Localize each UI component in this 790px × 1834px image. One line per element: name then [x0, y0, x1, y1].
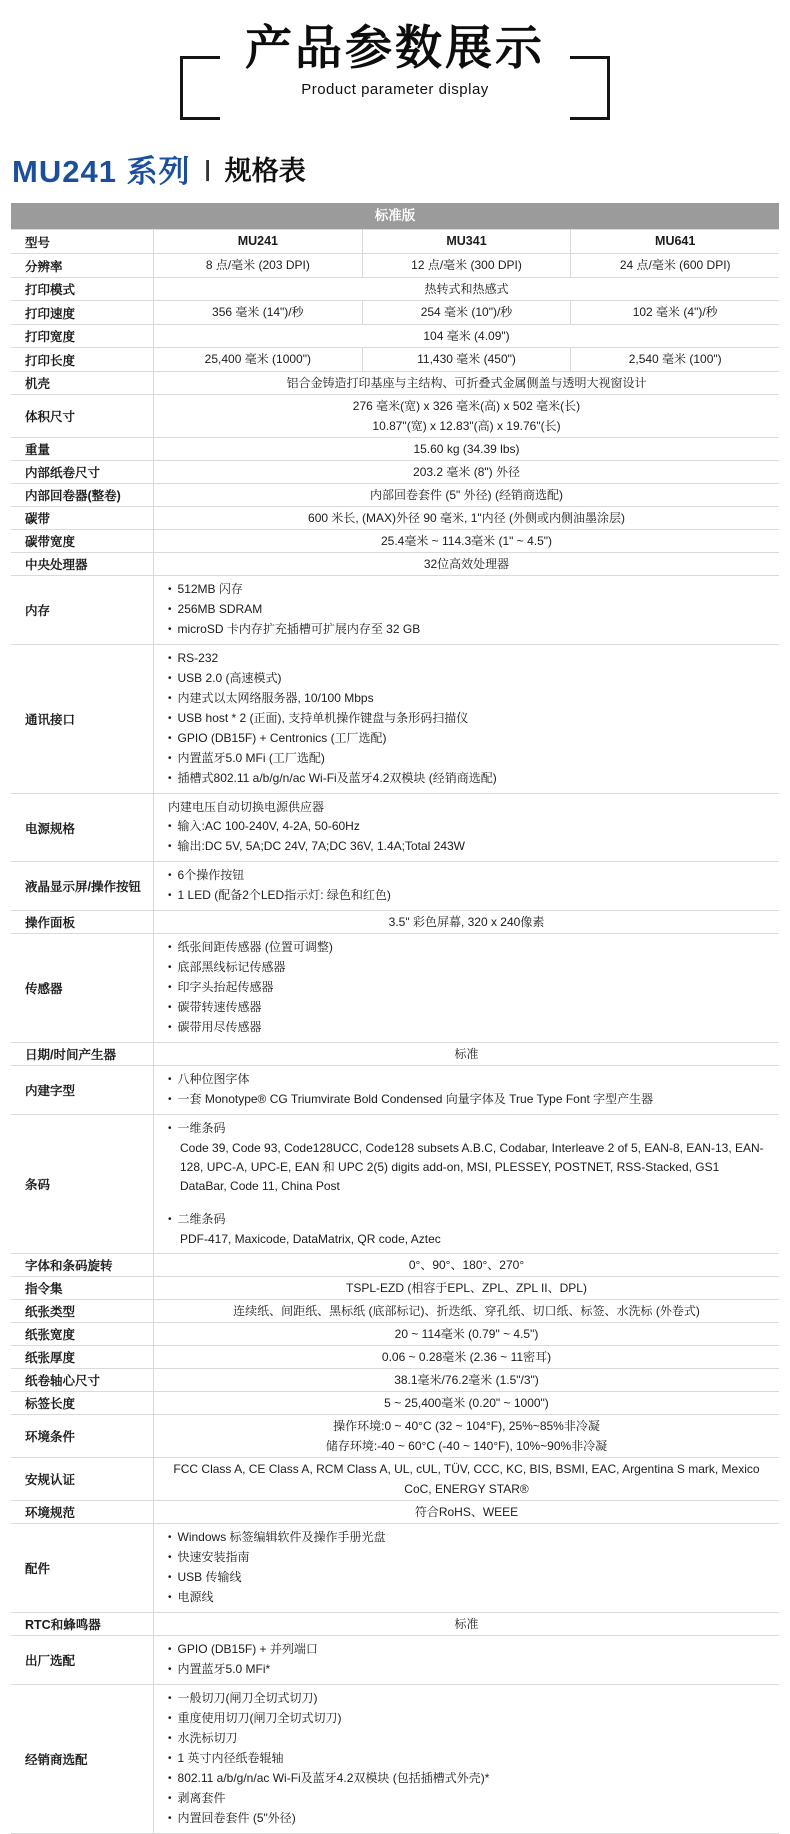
bullet-item: • 一套 Monotype® CG Triumvirate Bold Condensed 向量字体及 True Type Font 字型产生器 — [168, 1090, 769, 1110]
row-values — [154, 1346, 779, 1368]
page-title: 产品参数展示 — [245, 21, 545, 74]
value-cell: MU641 — [570, 230, 779, 253]
row-label: 内部纸卷尺寸 — [11, 461, 154, 483]
table-row — [11, 1065, 779, 1114]
bullet-item: • 内置回卷套件 (5"外径) — [168, 1809, 769, 1829]
row-values — [154, 1300, 779, 1322]
value-line: 25.4毫米 ~ 114.3毫米 (1" ~ 4.5") — [380, 534, 553, 549]
table-row — [11, 1500, 779, 1523]
row-label: 重量 — [11, 438, 154, 460]
table-row — [11, 793, 779, 861]
value-line: 标准 — [454, 1617, 479, 1632]
value-line: 内部回卷套件 (5" 外径) (经销商选配) — [370, 488, 563, 503]
bullet-item: • 802.11 a/b/g/n/ac Wi-Fi及蓝牙4.2双模块 (包括插槽式外壳)* — [168, 1769, 769, 1789]
row-label: 出厂选配 — [11, 1636, 154, 1684]
table-row — [11, 1523, 779, 1612]
row-label: 配件 — [11, 1524, 154, 1612]
bullet-item: • USB host * 2 (正面), 支持单机操作键盘与条形码扫描仪 — [168, 709, 769, 729]
value-cell: 11,430 毫米 (450") — [362, 348, 571, 371]
row-label: 打印速度 — [11, 301, 154, 324]
bullet-item: • 碳带用尽传感器 — [168, 1018, 769, 1038]
row-label: 纸张类型 — [11, 1300, 154, 1322]
bracket-right-decoration — [570, 56, 610, 120]
row-label: 安规认证 — [11, 1458, 154, 1500]
table-row — [11, 1368, 779, 1391]
row-label: 指令集 — [11, 1277, 154, 1299]
bullet-item: • 电源线 — [168, 1588, 769, 1608]
value-line: 104 毫米 (4.09") — [423, 329, 510, 344]
row-values — [154, 1458, 779, 1500]
bullet-item: • 输出:DC 5V, 5A;DC 24V, 7A;DC 36V, 1.4A;Total 243W — [168, 837, 769, 857]
row-label: 机壳 — [11, 372, 154, 394]
table-row — [11, 394, 779, 437]
table-banner: 标准版 — [11, 203, 779, 229]
bullet-item: • 插槽式802.11 a/b/g/n/ac Wi-Fi及蓝牙4.2双模块 (经销商选配) — [168, 769, 769, 789]
table-row — [11, 1457, 779, 1500]
value-line: 操作环境:0 ~ 40°C (32 ~ 104°F), 25%~85%非冷凝 — [333, 1419, 600, 1434]
row-values — [154, 530, 779, 552]
bullet-item: • 印字头抬起传感器 — [168, 978, 769, 998]
bullet-item: • 八种位图字体 — [168, 1070, 769, 1090]
row-values — [154, 1277, 779, 1299]
row-label: 内部回卷器(整卷) — [11, 484, 154, 506]
value-cell: 12 点/毫米 (300 DPI) — [362, 254, 571, 277]
row-label: 字体和条码旋转 — [11, 1254, 154, 1276]
bullet-item: • 512MB 闪存 — [168, 580, 769, 600]
row-label: 环境条件 — [11, 1415, 154, 1457]
table-row — [11, 529, 779, 552]
row-values — [154, 325, 779, 347]
bullet-item: • 内建式以太网络服务器, 10/100 Mbps — [168, 689, 769, 709]
table-row — [11, 506, 779, 529]
bullet-item: • GPIO (DB15F) + 并列端口 — [168, 1640, 769, 1660]
table-row — [11, 910, 779, 933]
value-line: 38.1毫米/76.2毫米 (1.5"/3") — [394, 1373, 539, 1388]
bullet-item: • USB 2.0 (高速模式) — [168, 669, 769, 689]
value-cell: 24 点/毫米 (600 DPI) — [570, 254, 779, 277]
value-line: 15.60 kg (34.39 lbs) — [413, 442, 520, 457]
row-label: 内存 — [11, 576, 154, 644]
table-row — [11, 1684, 779, 1833]
row-label: 型号 — [11, 230, 154, 253]
row-label: 打印长度 — [11, 348, 154, 371]
table-row — [11, 1299, 779, 1322]
value-line: 20 ~ 114毫米 (0.79" ~ 4.5") — [394, 1327, 539, 1342]
text-item: Code 39, Code 93, Code128UCC, Code128 subsets A.B.C, Codabar, Interleave 2 of 5, EAN-8, EAN-13, EAN-128, UPC-A, UPC-E, EAN 和 UPC 2(5) digits add-on, MSI, PLESSEY, POSTNET, RSS-Stacked, GS1 DataBar, Code 11, China Post — [180, 1141, 764, 1194]
row-label: 通讯接口 — [11, 645, 154, 793]
bullet-item: • 1 英寸内径纸卷辊轴 — [168, 1749, 769, 1769]
table-row — [11, 300, 779, 324]
table-row — [11, 460, 779, 483]
row-label: 操作面板 — [11, 911, 154, 933]
row-values — [154, 645, 779, 793]
bullet-item: • 输入:AC 100-240V, 4-2A, 50-60Hz — [168, 817, 769, 837]
table-row — [11, 1635, 779, 1684]
table-row — [11, 1612, 779, 1635]
row-values — [154, 1043, 779, 1065]
bullet-item: • 碳带转速传感器 — [168, 998, 769, 1018]
table-row — [11, 371, 779, 394]
row-values — [154, 862, 779, 910]
bullet-item: • 256MB SDRAM — [168, 600, 769, 620]
value-line: 10.87"(宽) x 12.83"(高) x 19.76"(长) — [372, 419, 561, 434]
spec-table-body — [11, 229, 779, 1833]
value-line: 标准 — [454, 1047, 479, 1062]
row-label: 液晶显示屏/操作按钮 — [11, 862, 154, 910]
bullet-item: • USB 传输线 — [168, 1568, 769, 1588]
bullet-item: • 纸张间距传感器 (位置可调整) — [168, 938, 769, 958]
row-label: 标签长度 — [11, 1392, 154, 1414]
table-row — [11, 277, 779, 300]
page-header — [180, 14, 610, 104]
row-values — [154, 1066, 779, 1114]
row-values — [154, 934, 779, 1042]
table-row — [11, 1414, 779, 1457]
value-line: 32位高效处理器 — [423, 557, 510, 572]
row-label: RTC和蜂鸣器 — [11, 1613, 154, 1635]
table-row — [11, 324, 779, 347]
row-values — [154, 553, 779, 575]
row-values — [154, 576, 779, 644]
row-label: 条码 — [11, 1115, 154, 1253]
value-line: 3.5" 彩色屏幕, 320 x 240像素 — [388, 915, 545, 930]
row-values — [154, 1323, 779, 1345]
table-row — [11, 1276, 779, 1299]
row-values — [154, 395, 779, 437]
bracket-left-decoration — [180, 56, 220, 120]
value-line: 203.2 毫米 (8") 外径 — [413, 465, 520, 480]
bullet-item: • Windows 标签编辑软件及操作手册光盘 — [168, 1528, 769, 1548]
table-row — [11, 483, 779, 506]
value-cell: 8 点/毫米 (203 DPI) — [205, 258, 310, 273]
row-label: 打印宽度 — [11, 325, 154, 347]
row-label: 电源规格 — [11, 794, 154, 861]
value-line: TSPL-EZD (相容于EPL、ZPL、ZPL II、DPL) — [346, 1281, 587, 1296]
value-cell: 2,540 毫米 (100") — [570, 348, 779, 371]
bullet-item: • 重度使用切刀(闸刀全切式切刀) — [168, 1709, 769, 1729]
row-values — [154, 1636, 779, 1684]
bullet-item: • 一维条码 — [168, 1119, 769, 1139]
value-cell: 356 毫米 (14")/秒 — [212, 305, 304, 320]
table-row — [11, 1391, 779, 1414]
bullet-item: • microSD 卡内存扩充插槽可扩展内存至 32 GB — [168, 620, 769, 640]
row-values — [154, 438, 779, 460]
row-label: 纸卷轴心尺寸 — [11, 1369, 154, 1391]
bullet-item: • 二维条码 — [168, 1210, 769, 1230]
value-cell: MU241 — [237, 234, 278, 249]
value-line: 热转式和热感式 — [424, 282, 509, 297]
table-row — [11, 1322, 779, 1345]
row-label: 碳带 — [11, 507, 154, 529]
row-label: 纸张宽度 — [11, 1323, 154, 1345]
spec-table — [11, 203, 779, 1834]
row-label: 环境规范 — [11, 1501, 154, 1523]
row-values — [154, 461, 779, 483]
value-cell: 25,400 毫米 (1000") — [204, 352, 311, 367]
row-values — [154, 348, 779, 371]
value-cell: 254 毫米 (10")/秒 — [362, 301, 571, 324]
row-values — [154, 484, 779, 506]
row-values — [154, 911, 779, 933]
row-label: 日期/时间产生器 — [11, 1043, 154, 1065]
table-row — [11, 933, 779, 1042]
row-values — [154, 1501, 779, 1523]
value-line: 铝合金铸造打印基座与主结构、可折叠式金属侧盖与透明大视窗设计 — [286, 376, 647, 391]
value-line: FCC Class A, CE Class A, RCM Class A, UL, cUL, TÜV, CCC, KC, BIS, BSMI, EAC, Argentina S mark, Mexico CoC, ENERGY STAR® — [173, 1462, 760, 1497]
row-values — [154, 1685, 779, 1833]
table-row — [11, 1345, 779, 1368]
page-subtitle: Product parameter display — [301, 81, 489, 99]
value-cell: 102 毫米 (4")/秒 — [570, 301, 779, 324]
bullet-item: • 一般切刀(闸刀全切式切刀) — [168, 1689, 769, 1709]
row-values — [154, 1524, 779, 1612]
row-label: 碳带宽度 — [11, 530, 154, 552]
bullet-item: • 底部黑线标记传感器 — [168, 958, 769, 978]
value-line: 连续纸、间距纸、黑标纸 (底部标记)、折迭纸、穿孔纸、切口纸、标签、水洗标 (外卷式) — [233, 1304, 700, 1319]
row-values — [154, 794, 779, 861]
row-values — [154, 1115, 779, 1253]
row-values — [154, 301, 779, 324]
series-heading — [12, 146, 790, 191]
table-row — [11, 575, 779, 644]
table-row — [11, 437, 779, 460]
row-values — [154, 230, 779, 253]
row-label: 纸张厚度 — [11, 1346, 154, 1368]
row-values — [154, 254, 779, 277]
series-divider: | — [204, 155, 211, 181]
bullet-item: • 1 LED (配备2个LED指示灯: 绿色和红色) — [168, 886, 769, 906]
row-values — [154, 372, 779, 394]
bullet-item: • GPIO (DB15F) + Centronics (工厂选配) — [168, 729, 769, 749]
table-row — [11, 253, 779, 277]
table-row — [11, 644, 779, 793]
row-label: 内建字型 — [11, 1066, 154, 1114]
sheet-name: 规格表 — [224, 156, 306, 187]
table-row — [11, 1114, 779, 1253]
row-values — [154, 1254, 779, 1276]
value-line: 276 毫米(宽) x 326 毫米(高) x 502 毫米(长) — [352, 399, 581, 414]
text-item: PDF-417, Maxicode, DataMatrix, QR code, Aztec — [180, 1232, 441, 1247]
row-label: 分辨率 — [11, 254, 154, 277]
value-line: 储存环境:-40 ~ 60°C (-40 ~ 140°F), 10%~90%非冷凝 — [325, 1439, 608, 1454]
table-row — [11, 1042, 779, 1065]
row-values — [154, 1613, 779, 1635]
row-values — [154, 1415, 779, 1457]
table-row — [11, 861, 779, 910]
table-row — [11, 229, 779, 253]
row-label: 经销商选配 — [11, 1685, 154, 1833]
row-label: 中央处理器 — [11, 553, 154, 575]
row-values — [154, 1369, 779, 1391]
row-label: 打印模式 — [11, 278, 154, 300]
value-line: 符合RoHS、WEEE — [414, 1505, 519, 1520]
value-line: 0.06 ~ 0.28毫米 (2.36 ~ 11密耳) — [381, 1350, 552, 1365]
bullet-item: • 剥离套件 — [168, 1789, 769, 1809]
bullet-item: • RS-232 — [168, 649, 769, 669]
row-values — [154, 1392, 779, 1414]
bullet-item: • 快速安装指南 — [168, 1548, 769, 1568]
series-name: MU241 系列 — [12, 154, 191, 190]
value-line: 0°、90°、180°、270° — [408, 1258, 525, 1273]
value-line: 5 ~ 25,400毫米 (0.20" ~ 1000") — [384, 1396, 549, 1411]
row-label: 体积尺寸 — [11, 395, 154, 437]
bullet-item: • 6个操作按钮 — [168, 866, 769, 886]
bullet-item: • 内置蓝牙5.0 MFi (工厂选配) — [168, 749, 769, 769]
table-row — [11, 552, 779, 575]
value-line: 600 米长, (MAX)外径 90 毫米, 1"内径 (外侧或内侧油墨涂层) — [308, 511, 625, 526]
value-cell: MU341 — [362, 230, 571, 253]
row-values — [154, 507, 779, 529]
bullet-item: • 水洗标切刀 — [168, 1729, 769, 1749]
table-row — [11, 1253, 779, 1276]
bullet-item: • 内置蓝牙5.0 MFi* — [168, 1660, 769, 1680]
row-label: 传感器 — [11, 934, 154, 1042]
table-row — [11, 347, 779, 371]
text-item: 内建电压自动切换电源供应器 — [168, 800, 325, 815]
row-values — [154, 278, 779, 300]
